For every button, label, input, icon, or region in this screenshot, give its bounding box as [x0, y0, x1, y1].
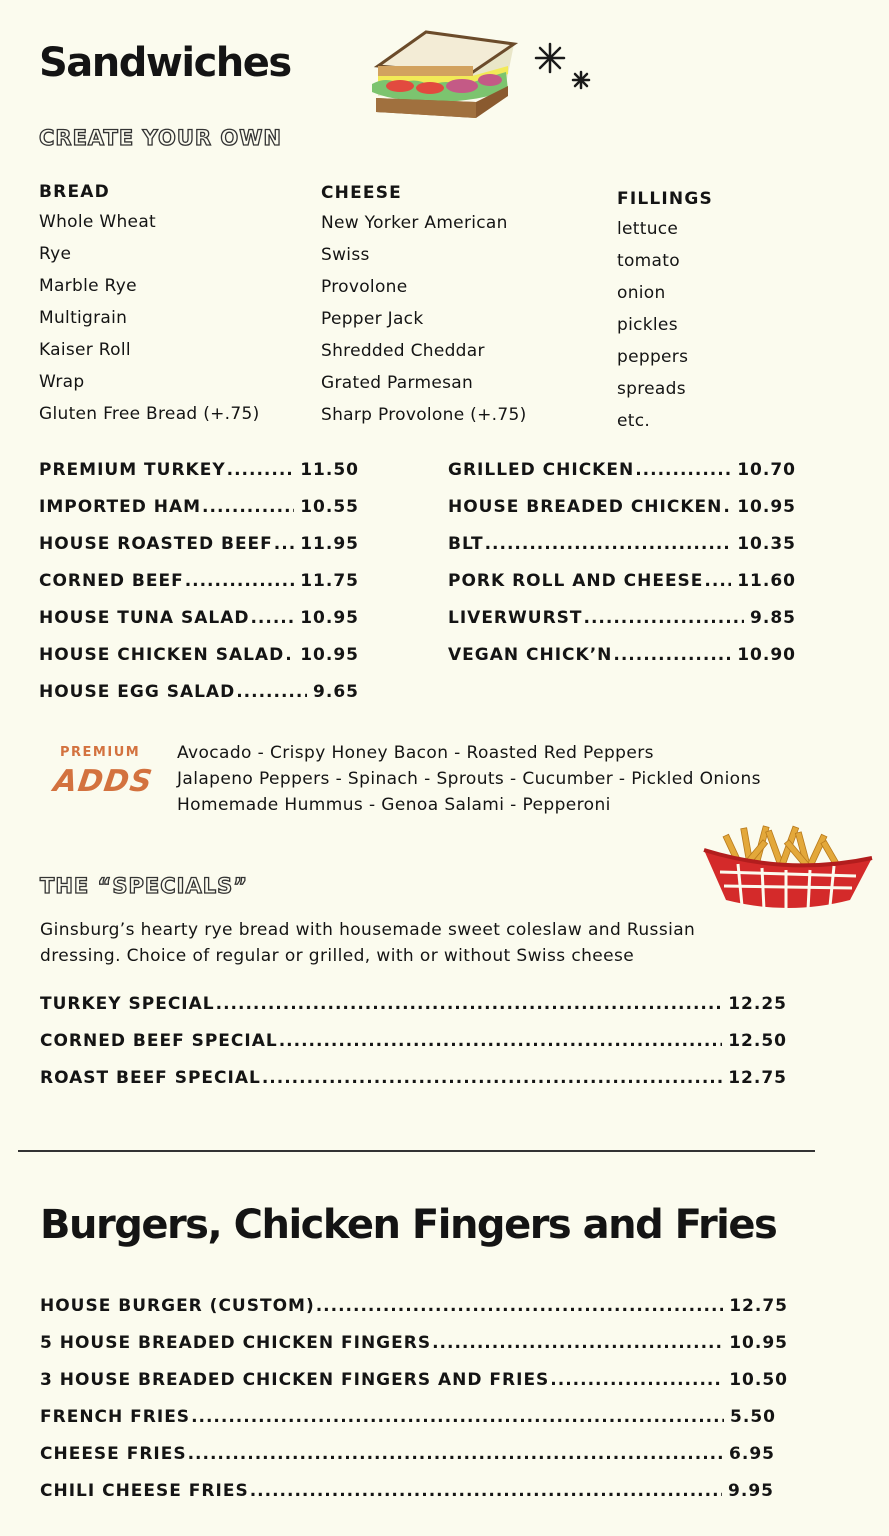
filling-option: pickles — [617, 315, 678, 335]
menu-item — [40, 1407, 776, 1444]
item-price: 10.90 — [737, 645, 796, 665]
filling-option: tomato — [617, 251, 680, 271]
dot-leader — [316, 1296, 724, 1316]
sandwich-illustration — [366, 26, 520, 126]
bread-option: Gluten Free Bread (+.75) — [39, 404, 260, 424]
menu-item — [40, 994, 787, 1031]
menu-item — [40, 1333, 788, 1370]
menu-item — [39, 645, 359, 682]
item-price: 11.60 — [737, 571, 796, 591]
item-price: 9.95 — [728, 1481, 774, 1501]
fries-basket-illustration — [700, 820, 876, 912]
dot-leader — [250, 1481, 722, 1501]
item-price: 10.50 — [729, 1370, 788, 1390]
filling-option: onion — [617, 283, 666, 303]
sandwich-list-left — [39, 460, 359, 719]
dot-leader — [262, 1068, 722, 1088]
item-price: 10.95 — [729, 1333, 788, 1353]
sparkle-icon — [530, 40, 594, 92]
item-price: 11.50 — [300, 460, 359, 480]
menu-item — [448, 608, 796, 645]
dot-leader — [723, 497, 731, 517]
item-name: 3 HOUSE BREADED CHICKEN FINGERS AND FRIES — [40, 1370, 550, 1390]
item-price: 10.95 — [300, 608, 359, 628]
item-name: 5 HOUSE BREADED CHICKEN FINGERS — [40, 1333, 432, 1353]
menu-item — [40, 1031, 787, 1068]
item-name: CORNED BEEF — [39, 571, 184, 591]
bread-option: Kaiser Roll — [39, 340, 131, 360]
item-price: 9.85 — [750, 608, 796, 628]
dot-leader — [613, 645, 731, 665]
menu-item — [40, 1481, 774, 1518]
specials-description-line: dressing. Choice of regular or grilled, with or without Swiss cheese — [40, 946, 635, 966]
menu-item — [39, 460, 359, 497]
cheese-heading: CHEESE — [321, 183, 402, 203]
item-name: HOUSE BREADED CHICKEN — [448, 497, 723, 517]
bread-heading: BREAD — [39, 182, 110, 202]
filling-option: peppers — [617, 347, 689, 367]
item-name: HOUSE TUNA SALAD — [39, 608, 250, 628]
item-name: VEGAN CHICK’N — [448, 645, 613, 665]
dot-leader — [185, 571, 295, 591]
dot-leader — [279, 1031, 723, 1051]
bread-column — [39, 182, 260, 430]
bread-option: Rye — [39, 244, 72, 264]
menu-item — [448, 497, 796, 534]
filling-option: lettuce — [617, 219, 679, 239]
item-price: 10.95 — [300, 645, 359, 665]
item-price: 9.65 — [313, 682, 359, 702]
menu-item — [40, 1370, 788, 1407]
dot-leader — [704, 571, 731, 591]
adds-line: Jalapeno Peppers - Spinach - Sprouts - Cucumber - Pickled Onions — [177, 769, 761, 789]
fillings-heading: FILLINGS — [617, 189, 713, 209]
specials-list — [40, 994, 787, 1105]
sandwiches-title: Sandwiches — [39, 40, 291, 86]
menu-item — [39, 497, 359, 534]
cheese-option: Grated Parmesan — [321, 373, 474, 393]
filling-option: etc. — [617, 411, 651, 431]
bread-option: Wrap — [39, 372, 85, 392]
item-name: IMPORTED HAM — [39, 497, 202, 517]
item-price: 12.75 — [729, 1296, 788, 1316]
section-divider — [18, 1150, 815, 1152]
dot-leader — [227, 460, 295, 480]
menu-item — [448, 534, 796, 571]
bread-option: Whole Wheat — [39, 212, 156, 232]
menu-item — [40, 1068, 787, 1105]
specials-heading: THE “SPECIALS” — [40, 874, 249, 898]
cheese-option: New Yorker American — [321, 213, 508, 233]
cheese-option: Shredded Cheddar — [321, 341, 485, 361]
dot-leader — [202, 497, 294, 517]
item-name: TURKEY SPECIAL — [40, 994, 215, 1014]
item-name: CHEESE FRIES — [40, 1444, 187, 1464]
item-name: GRILLED CHICKEN — [448, 460, 635, 480]
menu-item — [39, 571, 359, 608]
item-name: HOUSE EGG SALAD — [39, 682, 236, 702]
item-price: 12.50 — [728, 1031, 787, 1051]
item-name: HOUSE CHICKEN SALAD — [39, 645, 285, 665]
menu-item — [39, 682, 359, 719]
dot-leader — [485, 534, 732, 554]
item-price: 10.55 — [300, 497, 359, 517]
item-name: FRENCH FRIES — [40, 1407, 191, 1427]
adds-list — [177, 740, 761, 818]
create-your-own-heading: CREATE YOUR OWN — [39, 126, 282, 150]
item-price: 11.75 — [300, 571, 359, 591]
menu-item — [448, 645, 796, 682]
item-name: BLT — [448, 534, 484, 554]
item-name: LIVERWURST — [448, 608, 583, 628]
item-name: PREMIUM TURKEY — [39, 460, 226, 480]
adds-line: Avocado - Crispy Honey Bacon - Roasted Red Peppers — [177, 743, 654, 763]
specials-description — [40, 917, 695, 969]
menu-item — [39, 534, 359, 571]
filling-option: spreads — [617, 379, 686, 399]
cheese-option: Sharp Provolone (+.75) — [321, 405, 527, 425]
bread-option: Marble Rye — [39, 276, 137, 296]
dot-leader — [216, 994, 723, 1014]
sandwich-list-right — [448, 460, 796, 682]
item-price: 5.50 — [730, 1407, 776, 1427]
item-price: 10.35 — [737, 534, 796, 554]
burgers-title: Burgers, Chicken Fingers and Fries — [40, 1202, 777, 1248]
menu-item — [39, 608, 359, 645]
adds-line: Homemade Hummus - Genoa Salami - Pepperoni — [177, 795, 611, 815]
fillings-column — [617, 189, 713, 437]
menu-item — [40, 1296, 788, 1333]
burgers-list — [40, 1296, 788, 1518]
dot-leader — [432, 1333, 723, 1353]
cheese-option: Pepper Jack — [321, 309, 424, 329]
cheese-option: Provolone — [321, 277, 408, 297]
item-price: 11.95 — [300, 534, 359, 554]
premium-label: PREMIUM — [60, 745, 141, 760]
dot-leader — [584, 608, 745, 628]
dot-leader — [236, 682, 307, 702]
item-price: 12.25 — [728, 994, 787, 1014]
cheese-option: Swiss — [321, 245, 370, 265]
cheese-column — [321, 183, 527, 431]
item-price: 10.95 — [737, 497, 796, 517]
item-name: CHILI CHEESE FRIES — [40, 1481, 249, 1501]
specials-description-line: Ginsburg’s hearty rye bread with housemade sweet coleslaw and Russian — [40, 920, 696, 940]
item-price: 10.70 — [737, 460, 796, 480]
dot-leader — [274, 534, 294, 554]
item-name: ROAST BEEF SPECIAL — [40, 1068, 261, 1088]
dot-leader — [250, 608, 294, 628]
dot-leader — [550, 1370, 723, 1390]
menu-item — [448, 571, 796, 608]
adds-label: ADDS — [51, 764, 156, 799]
item-price: 6.95 — [729, 1444, 775, 1464]
item-name: HOUSE ROASTED BEEF — [39, 534, 273, 554]
bread-option: Multigrain — [39, 308, 128, 328]
dot-leader — [188, 1444, 723, 1464]
dot-leader — [191, 1407, 724, 1427]
item-name: HOUSE BURGER (CUSTOM) — [40, 1296, 315, 1316]
menu-item — [448, 460, 796, 497]
item-name: PORK ROLL AND CHEESE — [448, 571, 704, 591]
item-name: CORNED BEEF SPECIAL — [40, 1031, 278, 1051]
menu-item — [40, 1444, 775, 1481]
item-price: 12.75 — [728, 1068, 787, 1088]
dot-leader — [635, 460, 731, 480]
dot-leader — [285, 645, 294, 665]
